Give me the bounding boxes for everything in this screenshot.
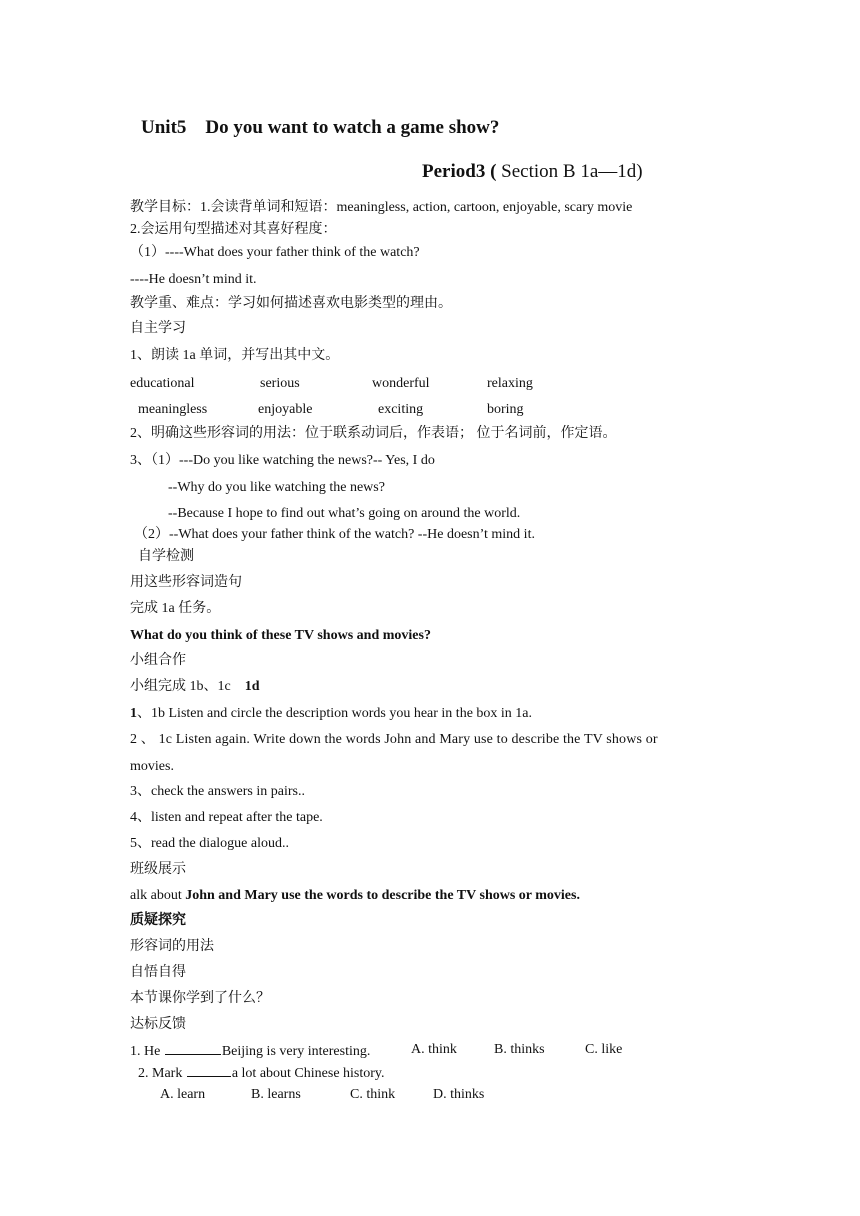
group-step-1-number: 1 <box>130 706 137 721</box>
goal-line-1: 教学目标：1.会读背单词和短语：meaningless, action, cartoon, enjoyable, scary movie <box>130 200 633 215</box>
reflect-heading: 自悟自得 <box>130 965 186 980</box>
group-step-3: 3、check the answers in pairs.. <box>130 784 305 799</box>
class-show-line <box>130 887 580 905</box>
self-study-item-2: 2、明确这些形容词的用法：位于联系动词后，作表语； 位于名词前，作定语。 <box>130 426 617 441</box>
unit-question: Do you want to watch a game show? <box>205 117 500 138</box>
unit-label: Unit5 <box>141 117 187 138</box>
period-section: Section B 1a—1d) <box>496 161 643 182</box>
feedback-question-1 <box>130 1041 370 1061</box>
q1-blank <box>165 1041 221 1055</box>
class-show-bold: John and Mary use the words to describe the TV shows or movies. <box>185 888 580 903</box>
self-study-item-3d: （2）--What does your father think of the watch? --He doesn’t mind it. <box>134 527 535 542</box>
explore-heading: 质疑探究 <box>130 913 186 928</box>
group-step-4: 4、listen and repeat after the tape. <box>130 810 323 825</box>
self-check-line-1: 用这些形容词造句 <box>130 575 242 590</box>
self-check-heading: 自学检测 <box>138 549 194 564</box>
q1-prefix: 1. He <box>130 1044 164 1059</box>
feedback-heading: 达标反馈 <box>130 1017 186 1032</box>
focus-line: 教学重、难点：学习如何描述喜欢电影类型的理由。 <box>130 296 452 311</box>
group-work-tasks: 小组完成 1b、1c <box>130 679 231 694</box>
word-exciting: exciting <box>378 402 424 417</box>
q1-suffix: Beijing is very interesting. <box>221 1044 371 1059</box>
q2-option-d: D. thinks <box>433 1087 485 1102</box>
q2-option-a: A. learn <box>160 1087 206 1102</box>
word-serious: serious <box>260 376 300 391</box>
word-meaningless: meaningless <box>138 402 208 417</box>
explore-line-1: 形容词的用法 <box>130 939 214 954</box>
q2-prefix: 2. Mark <box>138 1066 186 1081</box>
period-title <box>422 160 643 184</box>
goal-line-2: 2.会运用句型描述对其喜好程度： <box>130 222 337 237</box>
q2-suffix: a lot about Chinese history. <box>231 1066 385 1081</box>
q1-option-c: C. like <box>585 1042 623 1057</box>
goal-line-4: ----He doesn’t mind it. <box>130 272 257 287</box>
group-step-5: 5、read the dialogue aloud.. <box>130 836 290 851</box>
q1-option-a: A. think <box>411 1042 457 1057</box>
word-relaxing: relaxing <box>487 376 533 391</box>
group-step-2: 2 、 1c Listen again. Write down the words John and Mary use to describe the TV shows or <box>130 732 658 747</box>
self-study-item-3c: --Because I hope to find out what’s going on around the world. <box>168 506 521 521</box>
group-step-1-text: 、1b Listen and circle the description words you hear in the box in 1a. <box>137 706 533 721</box>
self-check-question: What do you think of these TV shows and movies? <box>130 628 431 643</box>
group-step-2-cont: movies. <box>130 759 174 774</box>
period-label: Period3 ( <box>422 161 497 182</box>
q2-option-b: B. learns <box>251 1087 301 1102</box>
group-work-line-1 <box>130 678 260 696</box>
word-wonderful: wonderful <box>372 376 430 391</box>
class-show-prefix: alk about <box>130 888 186 903</box>
group-work-1d: 1d <box>244 679 260 694</box>
self-study-item-1: 1、朗读 1a 单词，并写出其中文。 <box>130 348 340 363</box>
group-work-heading: 小组合作 <box>130 653 186 668</box>
q2-option-c: C. think <box>350 1087 396 1102</box>
feedback-question-2 <box>138 1063 385 1083</box>
goal-line-3: （1）----What does your father think of the watch? <box>130 245 420 260</box>
unit-title <box>141 116 499 140</box>
word-educational: educational <box>130 376 195 391</box>
word-enjoyable: enjoyable <box>258 402 313 417</box>
reflect-line-1: 本节课你学到了什么？ <box>130 991 270 1006</box>
self-study-heading: 自主学习 <box>130 321 186 336</box>
word-boring: boring <box>487 402 524 417</box>
self-study-item-3b: --Why do you like watching the news? <box>168 480 385 495</box>
self-study-item-3a: 3、（1）---Do you like watching the news?-- Yes, I do <box>130 453 435 468</box>
group-step-1 <box>130 705 532 723</box>
class-show-heading: 班级展示 <box>130 862 186 877</box>
q2-blank <box>187 1063 231 1077</box>
q1-option-b: B. thinks <box>494 1042 545 1057</box>
self-check-line-2: 完成 1a 任务。 <box>130 601 221 616</box>
